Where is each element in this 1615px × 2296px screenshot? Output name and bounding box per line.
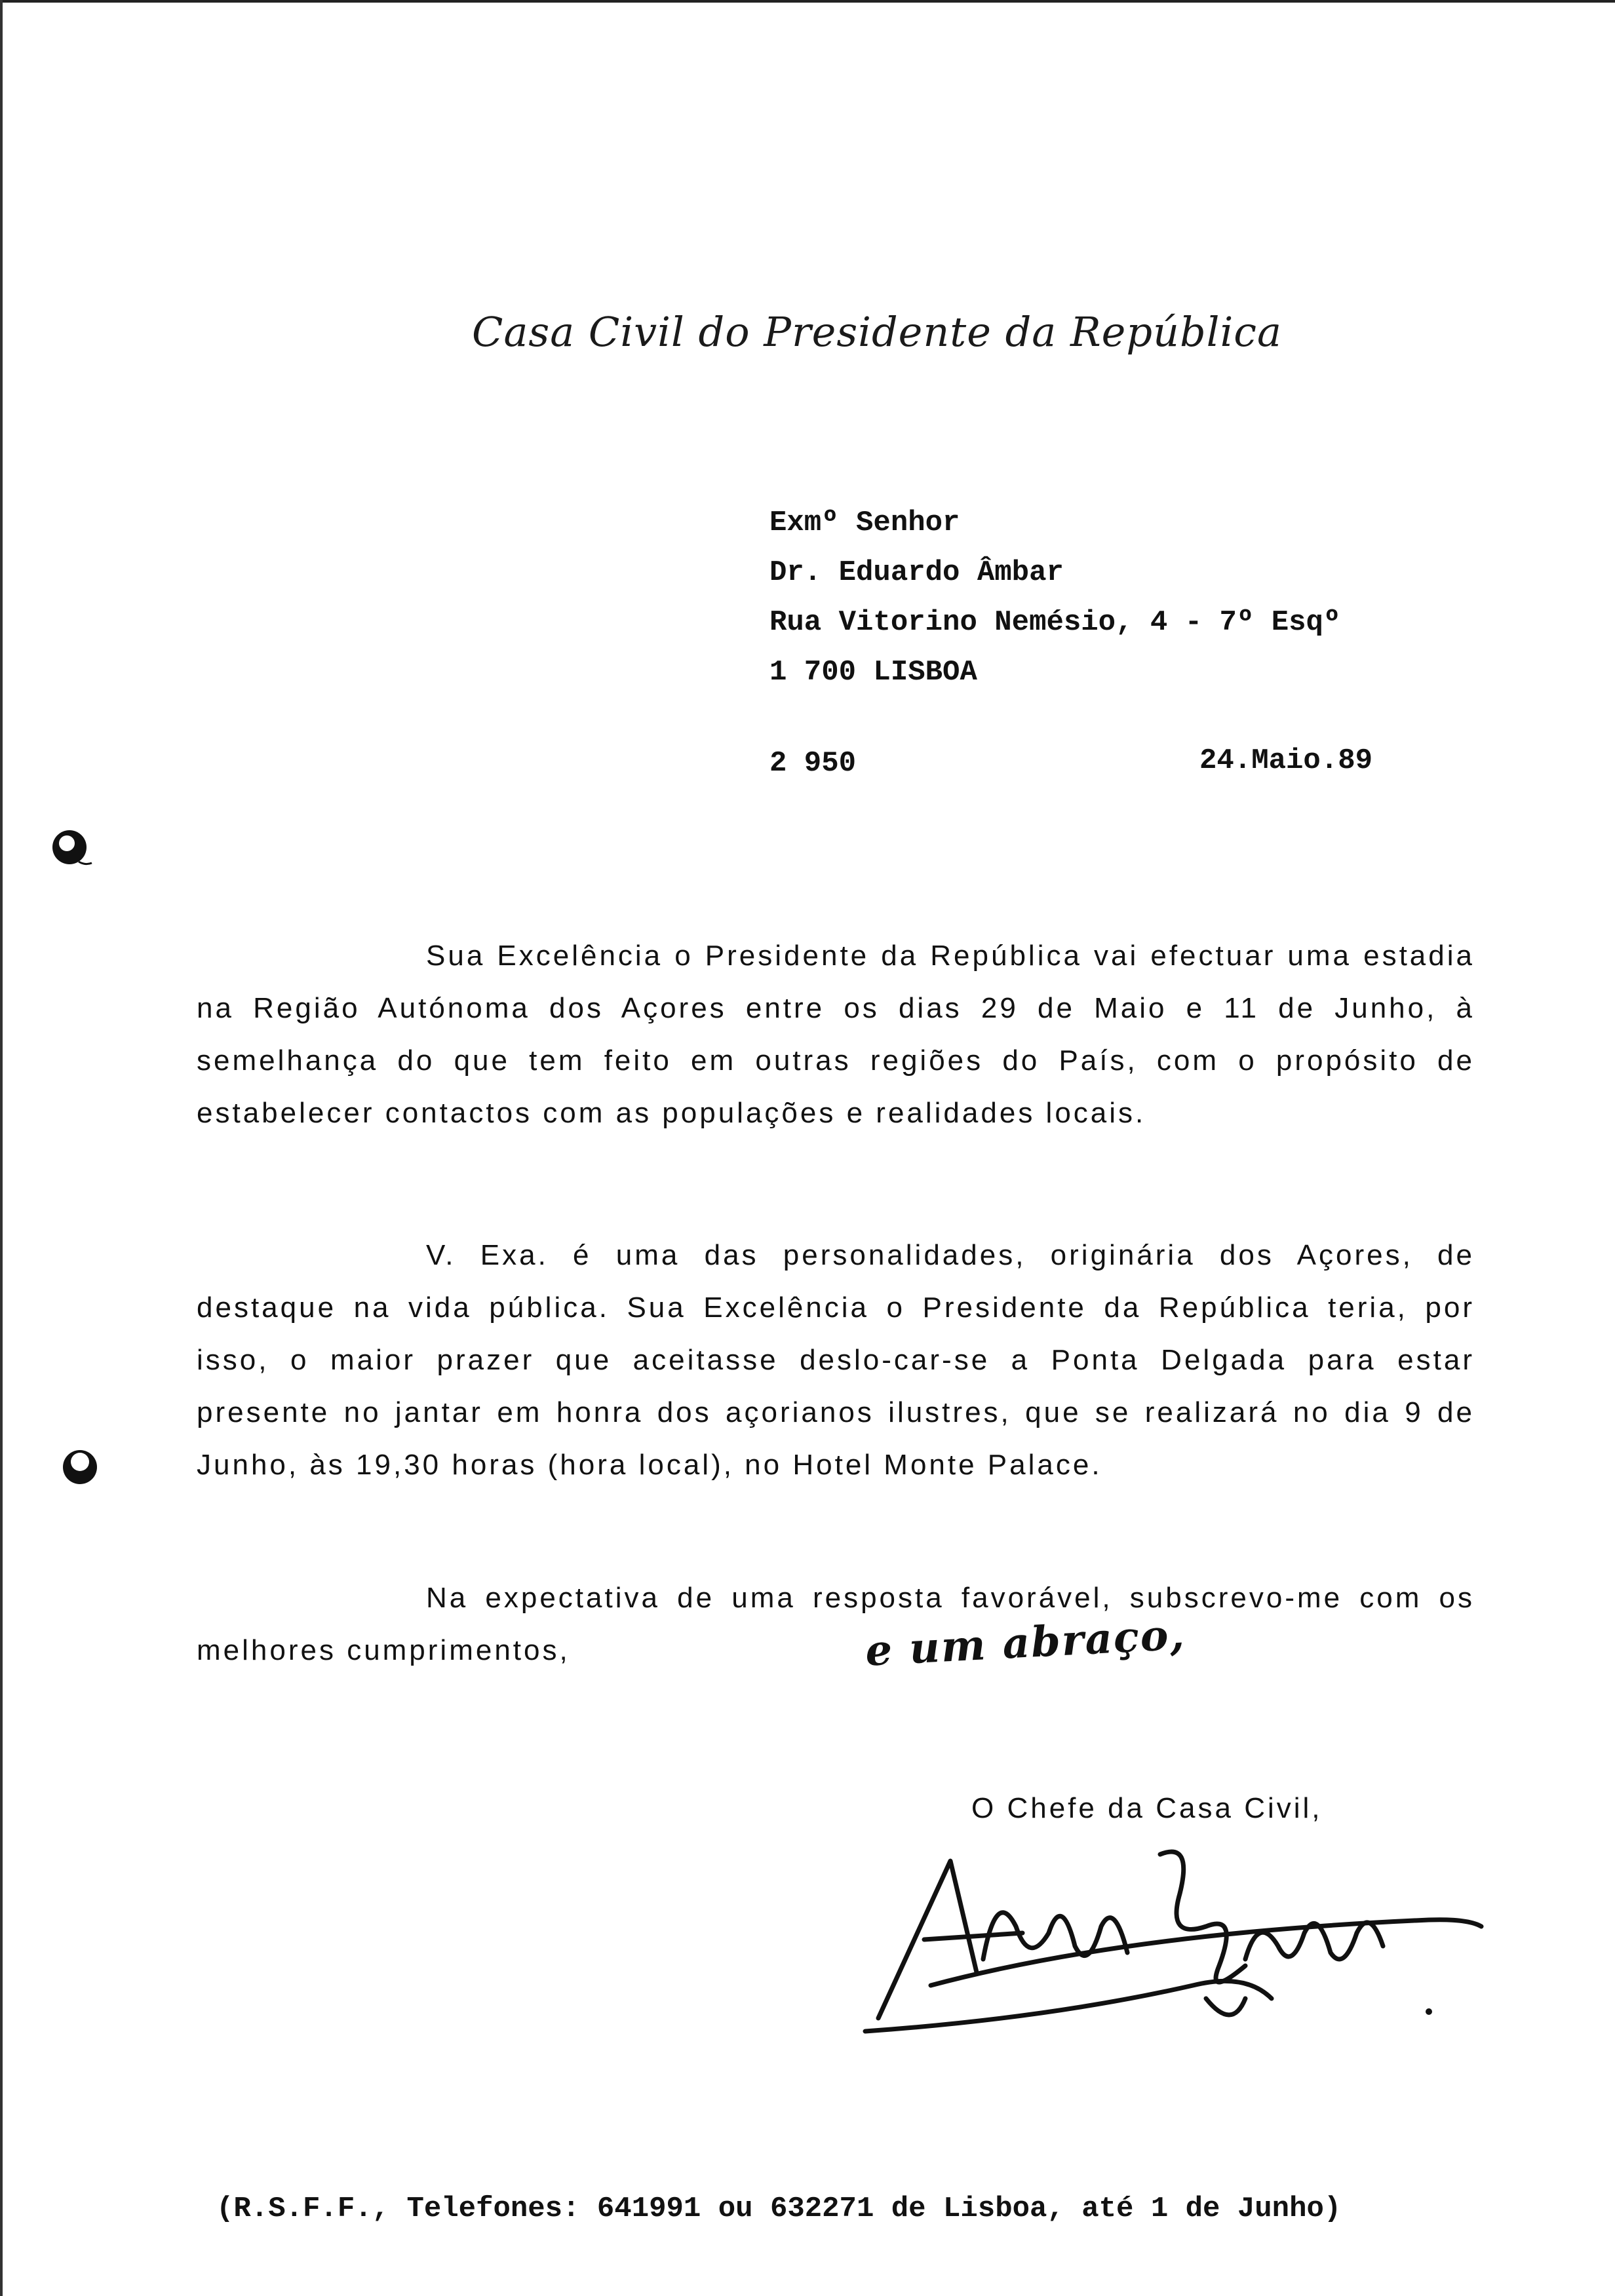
punch-hole-icon: [46, 822, 98, 875]
addressee-salutation: Exmº Senhor: [769, 507, 960, 539]
body-paragraph-2: V. Exa. é uma das personalidades, originária dos Açores, de destaque na vida pública. Sua Excelência o Presidente da República teria, por isso, o maior prazer que aceitasse deslo-car-se a Ponta Delgada para estar presente no jantar em honra dos açorianos ilustres, que se realizará no dia 9 de Junho, às 19,30 horas (hora local), no Hotel Monte Palace.: [197, 1239, 1475, 1481]
addressee-block: [769, 498, 1340, 697]
handwritten-closing: e um abraço,: [864, 1610, 1187, 1676]
signature-icon: [852, 1835, 1494, 2044]
body-paragraph-1: Sua Excelência o Presidente da República vai efectuar uma estadia na Região Autónoma dos Açores entre os dias 29 de Maio e 11 de Junho, à semelhança do que tem feito em outras regiões do País, com o propósito de estabelecer contactos com as populações e realidades locais.: [197, 940, 1475, 1129]
footer-contact: (R.S.F.F., Telefones: 641991 ou 632271 de Lisboa, até 1 de Junho): [216, 2192, 1342, 2225]
addressee-name: Dr. Eduardo Âmbar: [769, 556, 1064, 589]
signatory-title: O Chefe da Casa Civil,: [971, 1792, 1323, 1824]
punch-hole-icon: [58, 1445, 104, 1491]
reference-number: 2 950: [769, 747, 857, 780]
addressee-city: 1 700 LISBOA: [769, 656, 977, 689]
page-edge-top: [0, 0, 1615, 3]
addressee-street: Rua Vitorino Nemésio, 4 - 7º Esqº: [769, 606, 1341, 639]
page-edge-left: [0, 0, 3, 2296]
body-paragraph-3: Na expectativa de uma resposta favorável, subscrevo-me com os melhores cumprimentos,: [197, 1582, 1475, 1666]
letterhead: Casa Civil do Presidente da República: [472, 308, 1282, 356]
letter-date: 24.Maio.89: [1199, 744, 1373, 777]
